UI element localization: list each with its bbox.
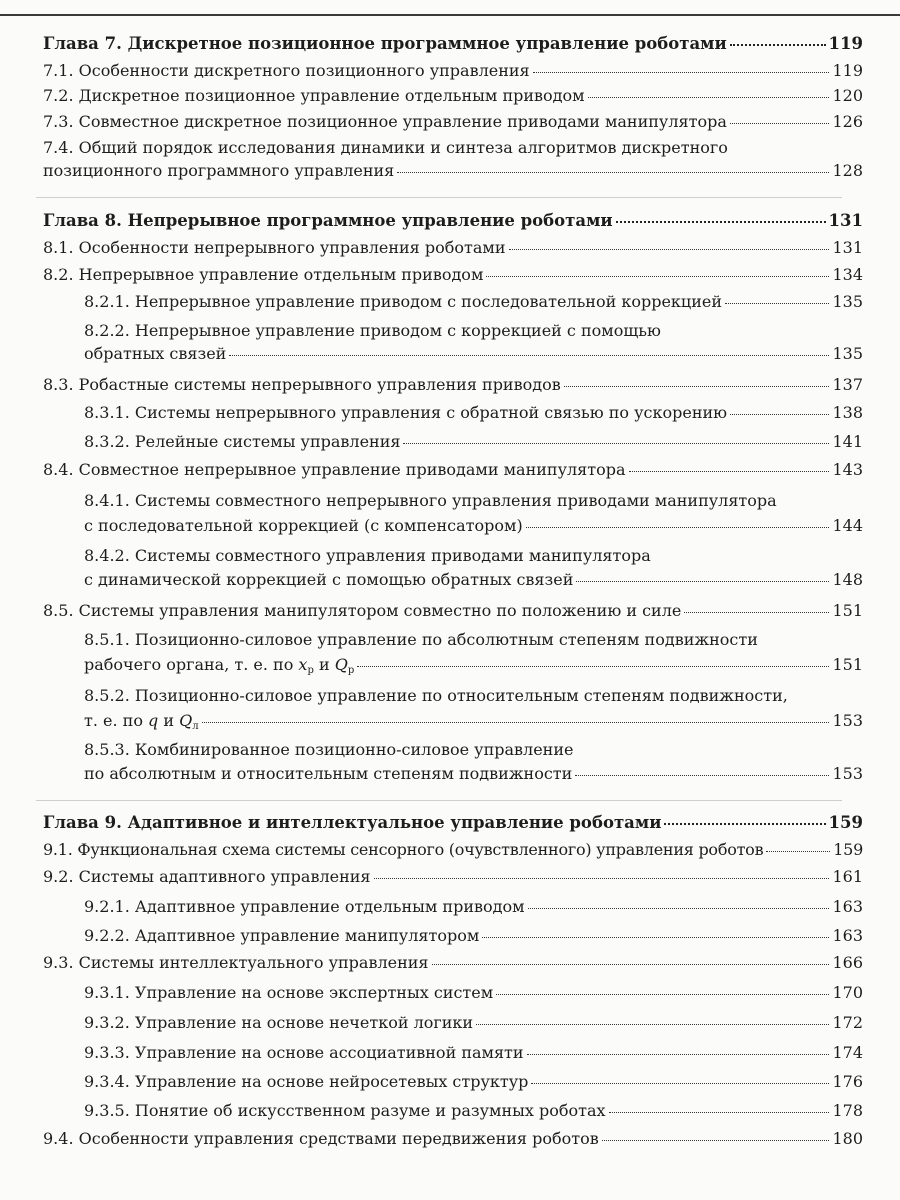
page-number: 135 bbox=[832, 344, 863, 363]
label-prefix: т. е. по bbox=[84, 711, 149, 730]
toc-item-8-1[interactable] bbox=[43, 240, 863, 256]
dot-leader bbox=[575, 775, 829, 776]
page-number: 151 bbox=[832, 655, 863, 674]
item-label: 7.1. Особенности дискретного позиционного управления bbox=[43, 61, 530, 80]
toc-chapter-9[interactable] bbox=[43, 815, 863, 832]
sub-p2: р bbox=[347, 665, 355, 676]
item-label bbox=[84, 713, 199, 732]
toc-item-8-2-2-line1: 8.2.2. Непрерывное управление приводом с коррекцией с помощью bbox=[84, 321, 661, 340]
toc-item-8-5-1-line1: 8.5.1. Позиционно-силовое управление по абсолютным степеням подвижности bbox=[84, 630, 758, 649]
item-label: 8.2. Непрерывное управление отдельным приводом bbox=[43, 265, 484, 284]
toc-item-9-2-2[interactable] bbox=[84, 928, 863, 944]
dot-leader bbox=[509, 249, 830, 250]
toc-item-9-4[interactable] bbox=[43, 1131, 863, 1147]
dot-leader bbox=[588, 97, 830, 98]
toc-item-8-5-3[interactable] bbox=[84, 766, 863, 782]
page-number: 135 bbox=[832, 292, 863, 311]
dot-leader bbox=[609, 1112, 830, 1113]
item-label: с последовательной коррекцией (с компенсатором) bbox=[84, 516, 523, 535]
toc-item-9-3-4[interactable] bbox=[84, 1074, 863, 1090]
toc-item-9-1[interactable] bbox=[43, 842, 863, 858]
label-prefix: рабочего органа, т. е. по bbox=[84, 655, 299, 674]
item-label: 9.3.2. Управление на основе нечеткой логики bbox=[84, 1013, 474, 1032]
toc-item-7-3[interactable] bbox=[43, 114, 863, 130]
page-number: 172 bbox=[832, 1013, 863, 1032]
page-number: 174 bbox=[832, 1043, 863, 1062]
item-label: 9.3.4. Управление на основе нейросетевых структур bbox=[84, 1072, 529, 1091]
item-label: 9.1. Функциональная схема системы сенсорного (очувствленного) управления роботов bbox=[43, 840, 764, 859]
page-number: 178 bbox=[832, 1101, 863, 1120]
item-label: обратных связей bbox=[84, 344, 227, 363]
label-mid: и bbox=[313, 655, 335, 674]
toc-item-9-3-1[interactable] bbox=[84, 985, 863, 1001]
page-number: 126 bbox=[832, 112, 863, 131]
dot-leader bbox=[526, 527, 830, 528]
chapter-title: Глава 7. Дискретное позиционное программное управление роботами bbox=[43, 34, 727, 53]
toc-item-8-4-1[interactable] bbox=[84, 518, 863, 534]
dot-leader bbox=[531, 1083, 829, 1084]
dot-leader bbox=[374, 878, 830, 879]
page-number: 153 bbox=[832, 764, 863, 783]
item-label: 8.3.2. Релейные системы управления bbox=[84, 432, 401, 451]
sub-l: л bbox=[192, 721, 199, 732]
dot-leader bbox=[486, 276, 829, 277]
toc-item-9-3-3[interactable] bbox=[84, 1045, 863, 1061]
item-label: 7.3. Совместное дискретное позиционное управление приводами манипулятора bbox=[43, 112, 727, 131]
toc-item-9-3[interactable] bbox=[43, 955, 863, 971]
page-number: 120 bbox=[832, 86, 863, 105]
toc-item-8-2[interactable] bbox=[43, 267, 863, 283]
item-label: 8.1. Особенности непрерывного управления роботами bbox=[43, 238, 506, 257]
toc-item-9-2[interactable] bbox=[43, 869, 863, 885]
item-label: по абсолютным и относительным степеням подвижности bbox=[84, 764, 573, 783]
dot-leader bbox=[602, 1140, 830, 1141]
page-number: 119 bbox=[828, 34, 863, 53]
page-number: 159 bbox=[828, 813, 863, 832]
toc-item-7-4-line1: 7.4. Общий порядок исследования динамики и синтеза алгоритмов дискретного bbox=[43, 138, 728, 157]
dot-leader bbox=[564, 386, 830, 387]
page-number: 137 bbox=[832, 375, 863, 394]
dot-leader bbox=[357, 666, 829, 667]
toc-item-8-4-1-line1: 8.4.1. Системы совместного непрерывного управления приводами манипулятора bbox=[84, 491, 777, 510]
toc-item-7-4[interactable] bbox=[43, 163, 863, 179]
item-label: позиционного программного управления bbox=[43, 161, 395, 180]
toc-item-8-4-2[interactable] bbox=[84, 572, 863, 588]
dot-leader bbox=[664, 823, 825, 825]
dot-leader bbox=[533, 72, 830, 73]
page-number: 144 bbox=[832, 516, 863, 535]
dot-leader bbox=[528, 908, 830, 909]
toc-item-9-3-5[interactable] bbox=[84, 1103, 863, 1119]
item-label: с динамической коррекцией с помощью обратных связей bbox=[84, 570, 574, 589]
var-q: Q bbox=[334, 655, 348, 674]
item-label: 9.2.1. Адаптивное управление отдельным приводом bbox=[84, 897, 525, 916]
item-label: 7.2. Дискретное позиционное управление отдельным приводом bbox=[43, 86, 585, 105]
dot-leader bbox=[476, 1024, 829, 1025]
page-number: 170 bbox=[832, 983, 863, 1002]
page-number: 163 bbox=[832, 897, 863, 916]
page-number: 128 bbox=[832, 161, 863, 180]
page-number: 119 bbox=[832, 61, 863, 80]
dot-leader bbox=[725, 303, 829, 304]
dot-leader bbox=[403, 443, 829, 444]
item-label: 9.3.1. Управление на основе экспертных систем bbox=[84, 983, 494, 1002]
var-q: Q bbox=[179, 711, 193, 730]
page-number: 159 bbox=[833, 840, 863, 859]
toc-item-8-5-3-line1: 8.5.3. Комбинированное позиционно-силовое управление bbox=[84, 740, 574, 759]
page-number: 166 bbox=[832, 953, 863, 972]
var-q-small: q bbox=[148, 711, 159, 730]
page-number: 141 bbox=[832, 432, 863, 451]
toc-chapter-8[interactable] bbox=[43, 213, 863, 230]
toc-item-8-3-2[interactable] bbox=[84, 434, 863, 450]
toc-item-8-3[interactable] bbox=[43, 377, 863, 393]
chapter-title: Глава 8. Непрерывное программное управление роботами bbox=[43, 211, 613, 230]
page-number: 148 bbox=[832, 570, 863, 589]
item-label bbox=[84, 657, 354, 676]
toc-item-7-1[interactable] bbox=[43, 63, 863, 79]
page-number: 180 bbox=[832, 1129, 863, 1148]
toc-item-8-5-1[interactable] bbox=[84, 657, 863, 676]
item-label: 9.4. Особенности управления средствами передвижения роботов bbox=[43, 1129, 599, 1148]
dot-leader bbox=[432, 964, 830, 965]
dot-leader bbox=[576, 581, 829, 582]
toc-item-8-3-1[interactable] bbox=[84, 405, 863, 421]
dot-leader bbox=[684, 612, 829, 613]
item-label: 9.2. Системы адаптивного управления bbox=[43, 867, 371, 886]
toc-item-8-4-2-line1: 8.4.2. Системы совместного управления приводами манипулятора bbox=[84, 546, 651, 565]
page-number: 134 bbox=[832, 265, 863, 284]
page-number: 176 bbox=[832, 1072, 863, 1091]
page-number: 151 bbox=[832, 601, 863, 620]
section-divider bbox=[36, 800, 842, 801]
page-number: 138 bbox=[832, 403, 863, 422]
page-number: 161 bbox=[832, 867, 863, 886]
dot-leader bbox=[496, 994, 829, 995]
dot-leader bbox=[229, 355, 829, 356]
toc-item-8-2-2[interactable] bbox=[84, 346, 863, 362]
toc-item-8-5[interactable] bbox=[43, 603, 863, 619]
dot-leader bbox=[629, 471, 830, 472]
dot-leader bbox=[527, 1054, 830, 1055]
page-number: 153 bbox=[832, 711, 863, 730]
dot-leader bbox=[730, 44, 826, 46]
sub-p: р bbox=[307, 665, 314, 676]
dot-leader bbox=[730, 123, 830, 124]
page-number: 143 bbox=[832, 460, 863, 479]
label-mid: и bbox=[158, 711, 180, 730]
item-label: 9.3.3. Управление на основе ассоциативной памяти bbox=[84, 1043, 524, 1062]
page-number: 131 bbox=[828, 211, 863, 230]
item-label: 8.4. Совместное непрерывное управление приводами манипулятора bbox=[43, 460, 626, 479]
item-label: 8.3.1. Системы непрерывного управления с обратной связью по ускорению bbox=[84, 403, 728, 422]
dot-leader bbox=[397, 172, 829, 173]
item-label: 9.3.5. Понятие об искусственном разуме и разумных роботах bbox=[84, 1101, 606, 1120]
page-number: 163 bbox=[832, 926, 863, 945]
page-number: 131 bbox=[832, 238, 863, 257]
toc-item-9-2-1[interactable] bbox=[84, 899, 863, 915]
toc-item-8-2-1[interactable] bbox=[84, 294, 863, 310]
item-label: 8.5. Системы управления манипулятором совместно по положению и силе bbox=[43, 601, 682, 620]
item-label: 9.3. Системы интеллектуального управления bbox=[43, 953, 429, 972]
item-label: 8.3. Робастные системы непрерывного управления приводов bbox=[43, 375, 561, 394]
toc-item-8-5-2[interactable] bbox=[84, 713, 863, 732]
var-x: x bbox=[298, 655, 308, 674]
toc-item-7-2[interactable] bbox=[43, 88, 863, 104]
dot-leader bbox=[616, 221, 826, 223]
section-divider bbox=[36, 197, 842, 198]
dot-leader bbox=[482, 937, 829, 938]
dot-leader bbox=[730, 414, 829, 415]
item-label: 8.2.1. Непрерывное управление приводом с последовательной коррекцией bbox=[84, 292, 723, 311]
item-label: 9.2.2. Адаптивное управление манипулятором bbox=[84, 926, 480, 945]
toc-item-8-4[interactable] bbox=[43, 462, 863, 478]
dot-leader bbox=[766, 851, 830, 852]
toc-item-8-5-2-line1: 8.5.2. Позиционно-силовое управление по относительным степеням подвижности, bbox=[84, 686, 788, 705]
toc-chapter-7[interactable] bbox=[43, 36, 863, 53]
chapter-title: Глава 9. Адаптивное и интеллектуальное управление роботами bbox=[43, 813, 662, 832]
toc-item-9-3-2[interactable] bbox=[84, 1015, 863, 1031]
dot-leader bbox=[202, 722, 830, 723]
